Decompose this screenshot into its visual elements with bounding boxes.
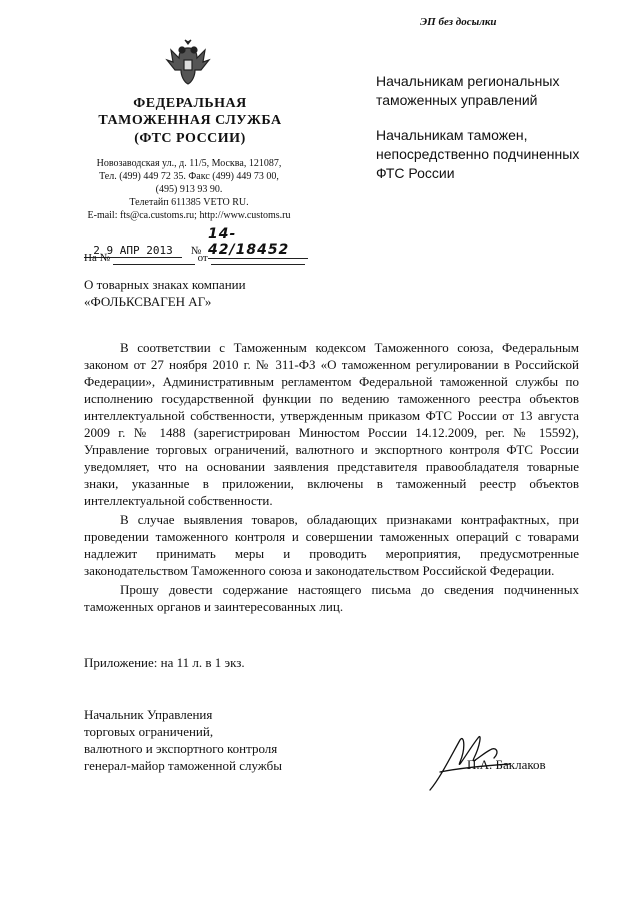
recipient-line: таможенных управлений: [376, 92, 538, 108]
signatory-title: [84, 706, 282, 774]
reply-date-blank: [211, 252, 305, 265]
recipient-line: Начальникам таможен,: [376, 127, 528, 143]
letter-subject: [84, 276, 246, 310]
signatory-title-line: торговых ограничений,: [84, 724, 214, 739]
delivery-stamp: ЭП без досылки: [420, 16, 497, 28]
sender-address: [78, 157, 300, 222]
email-line: E-mail: fts@ca.customs.ru; http://www.customs.ru: [87, 210, 291, 221]
reply-number-blank: [113, 252, 195, 265]
letter-body: [84, 339, 579, 617]
number-label: №: [190, 245, 202, 257]
subject-line: О товарных знаках компании: [84, 277, 246, 292]
signatory-title-line: Начальник Управления: [84, 707, 213, 722]
registration-number: 14-42/18452: [208, 226, 308, 259]
body-paragraph: Прошу довести содержание настоящего письма до сведения подчиненных таможенных органов и заинтересованных лиц.: [84, 582, 579, 614]
address-line: Тел. (499) 449 72 35. Факс (499) 449 73 00,: [99, 171, 279, 182]
recipient-line: непосредственно подчиненных: [376, 146, 580, 162]
recipient-block-1: [376, 72, 559, 110]
reply-label: На №: [84, 252, 111, 264]
org-short-name: (ФТС РОССИИ): [134, 131, 246, 146]
signatory-title-line: валютного и экспортного контроля: [84, 741, 278, 756]
reply-line: [84, 252, 305, 265]
address-line: (495) 913 93 90.: [155, 184, 223, 195]
recipient-block-2: [376, 126, 579, 183]
recipient-line: Начальникам региональных: [376, 73, 560, 89]
org-name-line2: ТАМОЖЕННАЯ СЛУЖБА: [98, 113, 282, 128]
recipient-line: ФТС России: [376, 165, 455, 181]
registration-date: 2 9 АПР 2013: [84, 244, 182, 258]
address-line: Новозаводская ул., д. 11/5, Москва, 121087,: [96, 158, 282, 169]
signatory-name: П.А. Баклаков: [467, 757, 546, 772]
subject-line: «ФОЛЬКСВАГЕН АГ»: [84, 294, 212, 309]
body-paragraph: В соответствии с Таможенным кодексом Таможенного союза, Федеральным законом от 27 ноября 2010 г. № 311-ФЗ «О таможенном регулировании в Российской Федерации», Административным регламентом Федеральной таможенной службы по исполнению государственной функции по ведению таможенного реестра объектов интеллектуальной собственности, утвержденным приказом ФТС России от 13 августа 2009 г. № 1488 (зарегистрирован Минюстом России 14.12.2009, рег. № 15592), Управление торговых ограничений, валютного и экспортного контроля ФТС России уведомляет, что на основании заявления представителя правообладателя товарные знаки, указанные в приложении, включены в таможенный реестр объектов интеллектуальной собственности.: [84, 340, 579, 508]
address-line: Телетайп 611385 VETO RU.: [129, 197, 249, 208]
org-name-line1: ФЕДЕРАЛЬНАЯ: [133, 96, 247, 111]
body-paragraph: В случае выявления товаров, обладающих признаками контрафактных, при проведении таможенного контроля и совершении таможенных операций с товарами надлежит принимать меры и проводить мероприятия, предусмотренные законодательством Таможенного союза и законодательством Российской Федерации.: [84, 512, 579, 578]
signatory-title-line: генерал-майор таможенной службы: [84, 758, 282, 773]
from-label: от: [197, 252, 208, 264]
attachment-note: Приложение: на 11 л. в 1 экз.: [84, 655, 245, 670]
coat-of-arms-emblem: [163, 38, 213, 88]
